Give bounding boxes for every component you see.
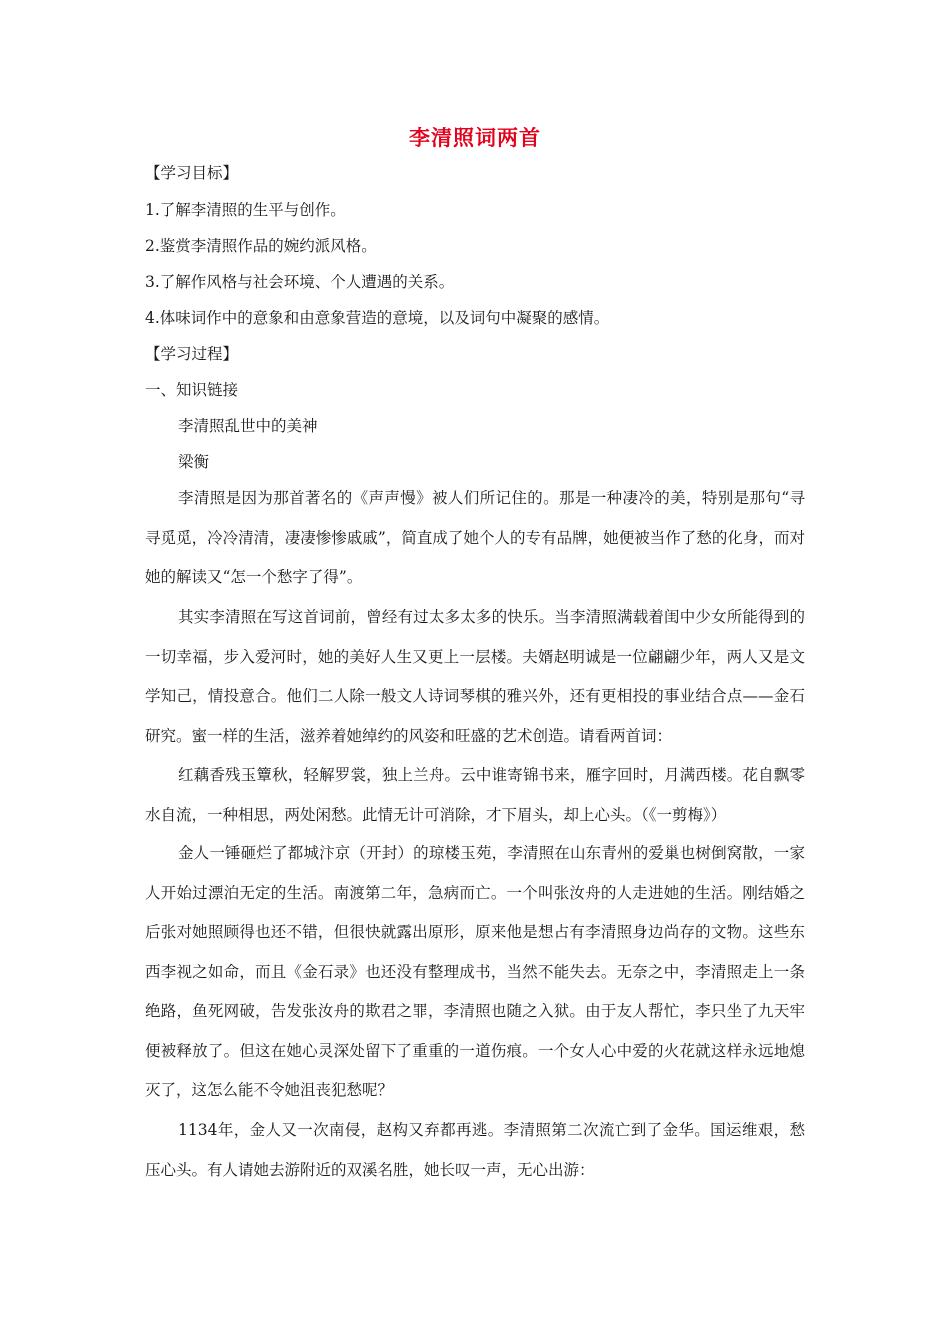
paragraph-3-poem: 红藕香残玉簟秋，轻解罗裳，独上兰舟。云中谁寄锦书来，雁字回时，月满西楼。花自飘零水自流，一种相思，两处闲愁。此情无计可消除，才下眉头，却上心头。（《一剪梅》） <box>145 766 805 824</box>
article-title: 李清照乱世中的美神 <box>178 417 318 435</box>
paragraph-2: 其实李清照在写这首词前，曾经有过太多太多的快乐。当李清照满载着闺中少女所能得到的一切幸福，步入爱河时，她的美好人生又更上一层楼。夫婿赵明诚是一位翩翩少年，两人又是文学知己，情投意合。他们二人除一般文人诗词琴棋的雅兴外，还有更相投的事业结合点——金石研究。蜜一样的生活，滋养着她绰约的风姿和旺盛的艺术创造。请看两首词： <box>145 608 805 745</box>
objective-item-2: 2.鉴赏李清照作品的婉约派风格。 <box>145 237 377 255</box>
objective-item-3: 3.了解作风格与社会环境、个人遭遇的关系。 <box>145 273 455 291</box>
process-heading: 【学习过程】 <box>145 345 239 363</box>
paragraph-1: 李清照是因为那首著名的《声声慢》被人们所记住的。那是一种凄冷的美，特别是那句“寻寻觅觅，冷冷清清，凄凄惨惨戚戚”，简直成了她个人的专有品牌，她便被当作了愁的化身，而对她的解读又“怎一个愁字了得”。 <box>145 489 805 586</box>
article-author: 梁衡 <box>178 453 210 471</box>
objective-item-4: 4.体味词作中的意象和由意象营造的意境，以及词句中凝聚的感情。 <box>145 309 610 327</box>
section-heading: 一、知识链接 <box>145 381 239 399</box>
objective-item-1: 1.了解李清照的生平与创作。 <box>145 201 346 219</box>
objectives-heading: 【学习目标】 <box>145 164 239 182</box>
paragraph-5: 1134年，金人又一次南侵，赵构又弃都再逃。李清照第二次流亡到了金华。国运维艰，愁压心头。有人请她去游附近的双溪名胜，她长叹一声，无心出游： <box>145 1121 805 1179</box>
paragraph-4: 金人一锤砸烂了都城汴京（开封）的琼楼玉苑，李清照在山东青州的爱巢也树倒窝散，一家人开始过漂泊无定的生活。南渡第二年，急病而亡。一个叫张汝舟的人走进她的生活。刚结婚之后张对她照顾得也还不错，但很快就露出原形，原来他是想占有李清照身边尚存的文物。这些东西李视之如命，而且《金石录》也还没有整理成书，当然不能失去。无奈之中，李清照走上一条绝路，鱼死网破，告发张汝舟的欺君之罪，李清照也随之入狱。由于友人帮忙，李只坐了九天牢便被释放了。但这在她心灵深处留下了重重的一道伤痕。一个女人心中爱的火花就这样永远地熄灭了，这怎么能不令她沮丧犯愁呢？ <box>145 844 805 1099</box>
page-title: 李清照词两首 <box>409 126 541 150</box>
